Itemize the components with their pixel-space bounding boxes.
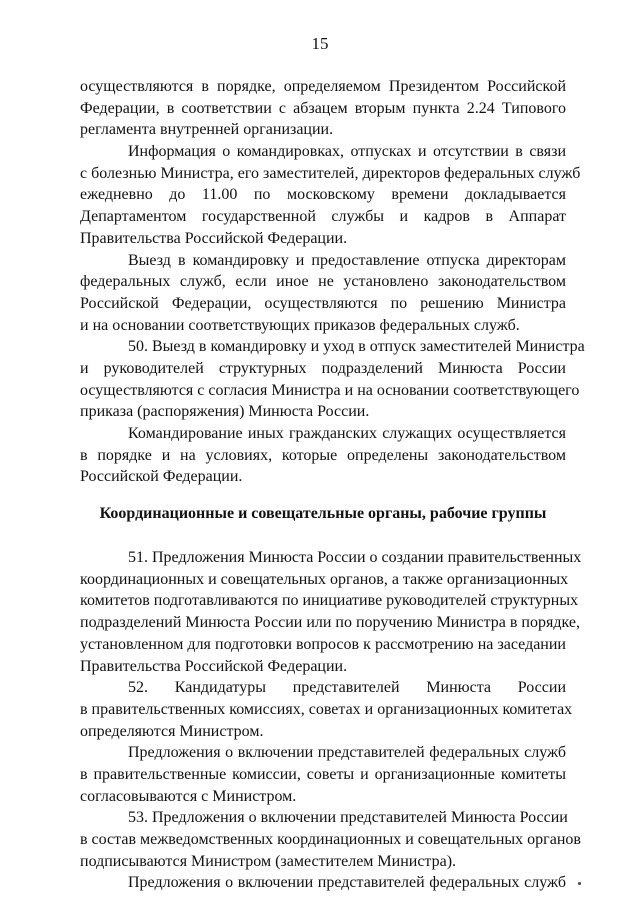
text-line: Российской Федерации, осуществляются по решению Министра xyxy=(80,294,566,312)
text-line: определяются Министром. xyxy=(80,722,264,740)
text-line: 53. Предложения о включении представителей Минюста России xyxy=(128,809,568,827)
text-line: и руководителей структурных подразделений Минюста России xyxy=(80,359,566,377)
text-line: согласовываются с Министром. xyxy=(80,787,297,805)
page-number: 15 xyxy=(311,34,329,53)
text-line: и на основании соответствующих приказов федеральных служб. xyxy=(80,316,520,334)
paragraph xyxy=(80,677,573,742)
text-line: осуществляются в порядке, определяемом Президентом Российской xyxy=(80,78,566,95)
paragraphs-before-heading xyxy=(80,76,585,488)
text-line: Командирование иных гражданских служащих осуществляется xyxy=(128,425,566,442)
text-line: в порядке и на условиях, которые определены законодательством xyxy=(80,446,566,464)
text-line: Правительства Российской Федерации. xyxy=(80,229,348,247)
paragraph xyxy=(80,76,566,141)
section-heading: Координационные и совещательные органы, рабочие группы xyxy=(99,505,547,523)
text-line: Департаментом государственной службы и кадров в Аппарат xyxy=(80,208,566,226)
document-body xyxy=(80,76,585,894)
paragraph xyxy=(80,141,581,249)
text-line: 51. Предложения Минюста России о создании правительственных xyxy=(128,549,582,567)
text-line: Правительства Российской Федерации. xyxy=(80,657,348,675)
text-line: подразделений Минюста России или по поручению Министра в порядке, xyxy=(80,614,580,632)
text-line: в правительственные комиссии, советы и организационные комитеты xyxy=(80,765,566,783)
text-line: с болезнью Министра, его заместителей, директоров федеральных служб xyxy=(80,164,581,182)
text-line: Информация о командировках, отпусках и отсутствии в связи xyxy=(128,143,566,161)
text-line: Предложения о включении представителей федеральных служб xyxy=(128,874,566,892)
paragraph xyxy=(80,250,566,337)
text-line: Федерации, в соответствии с абзацем вторым пункта 2.24 Типового xyxy=(80,99,566,117)
text-line: подписываются Министром (заместителем Министра). xyxy=(80,852,457,870)
paragraph xyxy=(80,547,582,677)
scan-speck xyxy=(578,882,581,885)
text-line: комитетов подготавливаются по инициативе руководителей структурных xyxy=(80,592,579,610)
text-line: осуществляются с согласия Министра и на основании соответствующего xyxy=(80,381,580,399)
text-line: Выезд в командировку и предоставление отпуска директорам xyxy=(128,251,566,269)
text-line: в состав межведомственных координационных и совещательных органов xyxy=(80,831,581,848)
text-line: 52. Кандидатуры представителей Минюста России xyxy=(128,679,566,697)
text-line: установленном для подготовки вопросов к рассмотрению на заседании xyxy=(80,635,566,653)
text-line: в правительственных комиссиях, советах и организационных комитетах xyxy=(80,700,573,718)
text-line: Предложения о включении представителей федеральных служб xyxy=(128,744,566,762)
text-line: Российской Федерации. xyxy=(80,468,243,486)
paragraphs-after-heading xyxy=(80,547,582,894)
text-line: регламента внутренней организации. xyxy=(80,121,334,139)
paragraph xyxy=(80,872,566,894)
text-line: федеральных служб, если иное не установлено законодательством xyxy=(80,273,566,291)
text-line: ежедневно до 11.00 по московскому времени докладывается xyxy=(80,186,566,204)
paragraph xyxy=(80,807,581,872)
text-line: 50. Выезд в командировку и уход в отпуск заместителей Министра xyxy=(128,338,585,356)
text-line: координационных и совещательных органов, а также организационных xyxy=(80,570,569,588)
paragraph xyxy=(80,423,566,488)
paragraph xyxy=(80,742,566,807)
text-line: приказа (распоряжения) Минюста России. xyxy=(80,403,370,421)
paragraph xyxy=(80,336,585,423)
